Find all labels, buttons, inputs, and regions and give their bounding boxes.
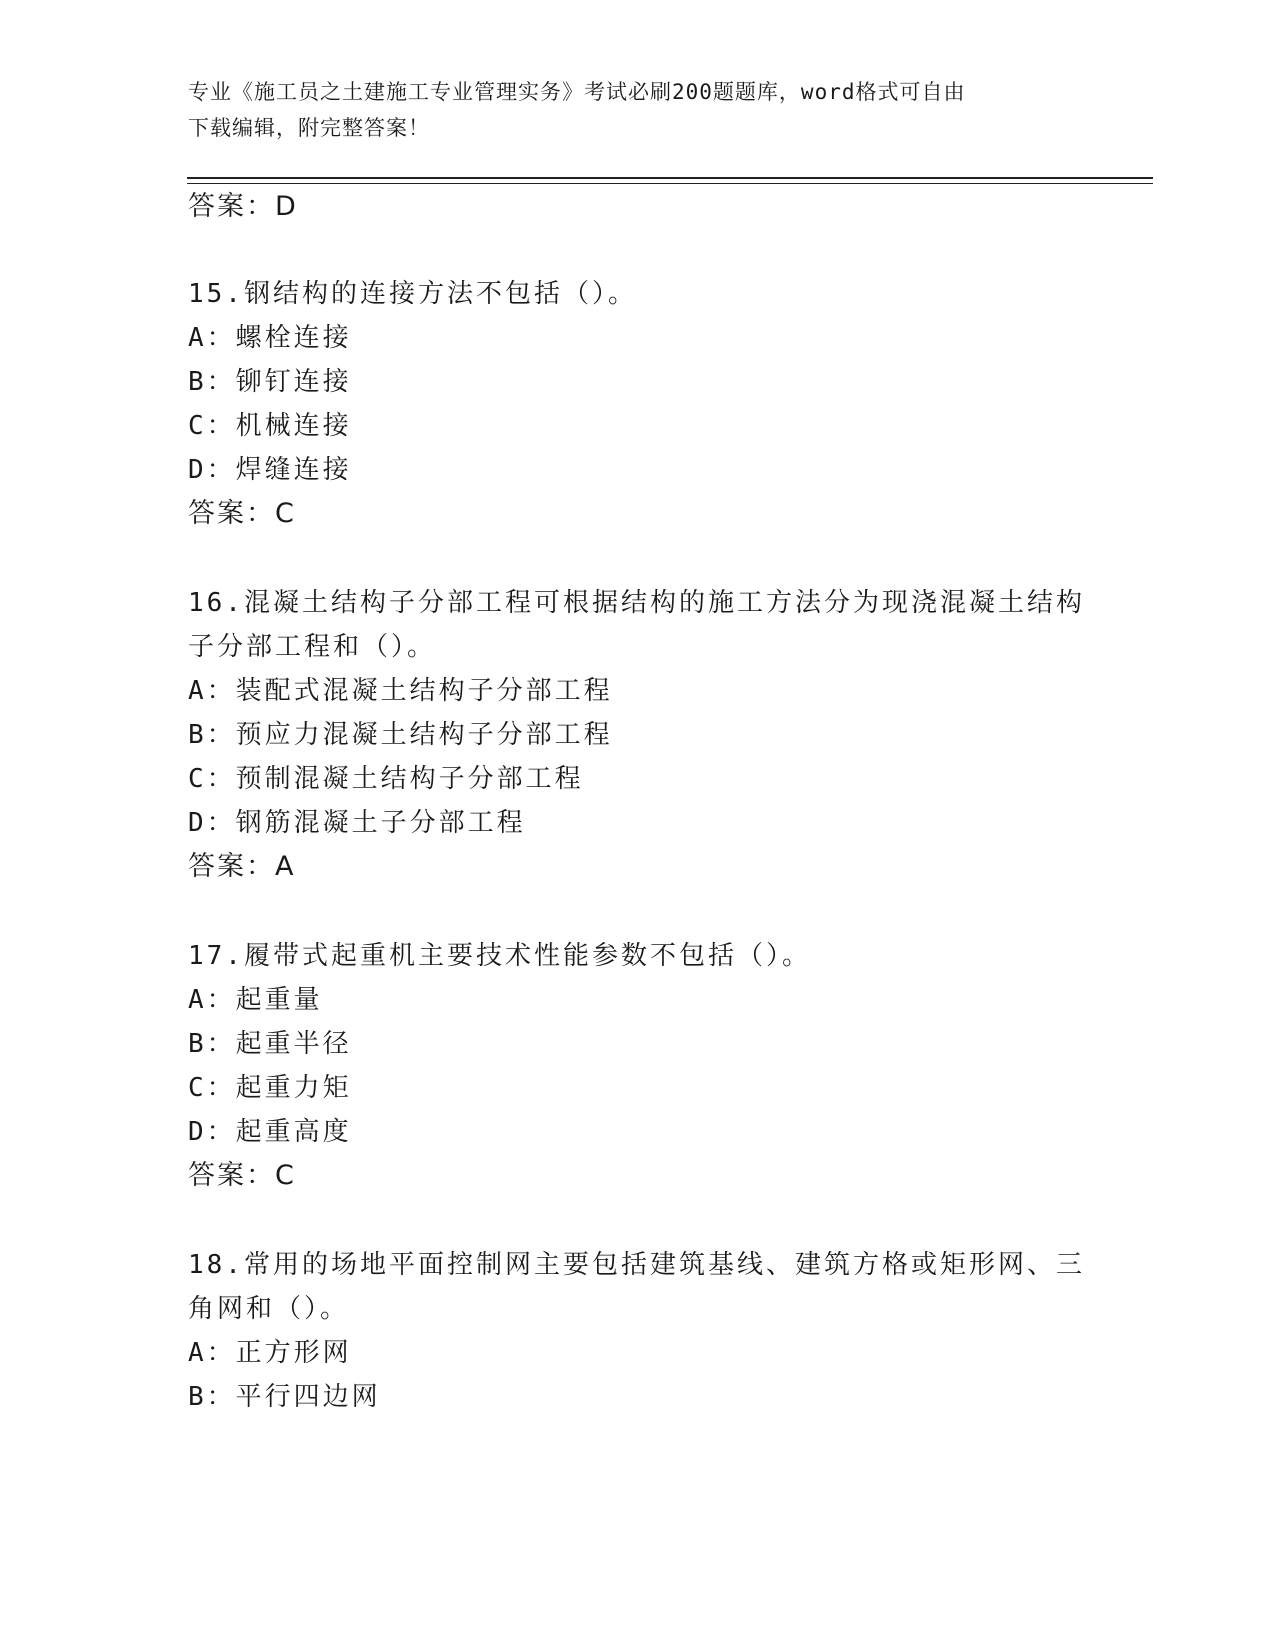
question-16-option-a: A：装配式混凝土结构子分部工程: [188, 676, 613, 706]
question-18-option-b: B：平行四边网: [188, 1382, 381, 1412]
question-16-option-c: C：预制混凝土结构子分部工程: [188, 764, 584, 794]
question-18-option-a: A：正方形网: [188, 1338, 352, 1368]
question-16-option-b: B：预应力混凝土结构子分部工程: [188, 720, 613, 750]
question-15-stem: 15.钢结构的连接方法不包括（）。: [188, 279, 637, 309]
question-17-stem: 17.履带式起重机主要技术性能参数不包括（）。: [188, 941, 811, 971]
question-16-stem-line-1: 16.混凝土结构子分部工程可根据结构的施工方法分为现浇混凝土结构: [188, 588, 1085, 618]
document-header: [188, 74, 1068, 146]
question-15-option-d: D：焊缝连接: [188, 455, 352, 485]
question-17-option-c: C：起重力矩: [188, 1073, 352, 1103]
question-15-answer: 答案：C: [188, 498, 296, 529]
header-divider-thin: [187, 183, 1153, 184]
question-17-option-a: A：起重量: [188, 985, 323, 1015]
question-18-stem-line-1: 18.常用的场地平面控制网主要包括建筑基线、建筑方格或矩形网、三: [188, 1250, 1085, 1280]
question-17-option-b: B：起重半径: [188, 1029, 352, 1059]
header-line-2: 下载编辑，附完整答案！: [188, 116, 430, 140]
previous-answer: 答案：D: [188, 191, 298, 222]
question-15-option-a: A：螺栓连接: [188, 323, 352, 353]
question-16-option-d: D：钢筋混凝土子分部工程: [188, 808, 526, 838]
header-line-1: 专业《施工员之土建施工专业管理实务》考试必刷200题题库，word格式可自由: [188, 80, 966, 104]
question-16-stem-line-2: 子分部工程和（）。: [188, 632, 437, 662]
question-18-stem-line-2: 角网和（）。: [188, 1294, 350, 1324]
question-15-option-c: C：机械连接: [188, 411, 352, 441]
question-17-option-d: D：起重高度: [188, 1117, 352, 1147]
header-divider-thick: [187, 177, 1153, 179]
question-15-option-b: B：铆钉连接: [188, 367, 352, 397]
question-17-answer: 答案：C: [188, 1160, 296, 1191]
question-16-answer: 答案：A: [188, 851, 296, 882]
